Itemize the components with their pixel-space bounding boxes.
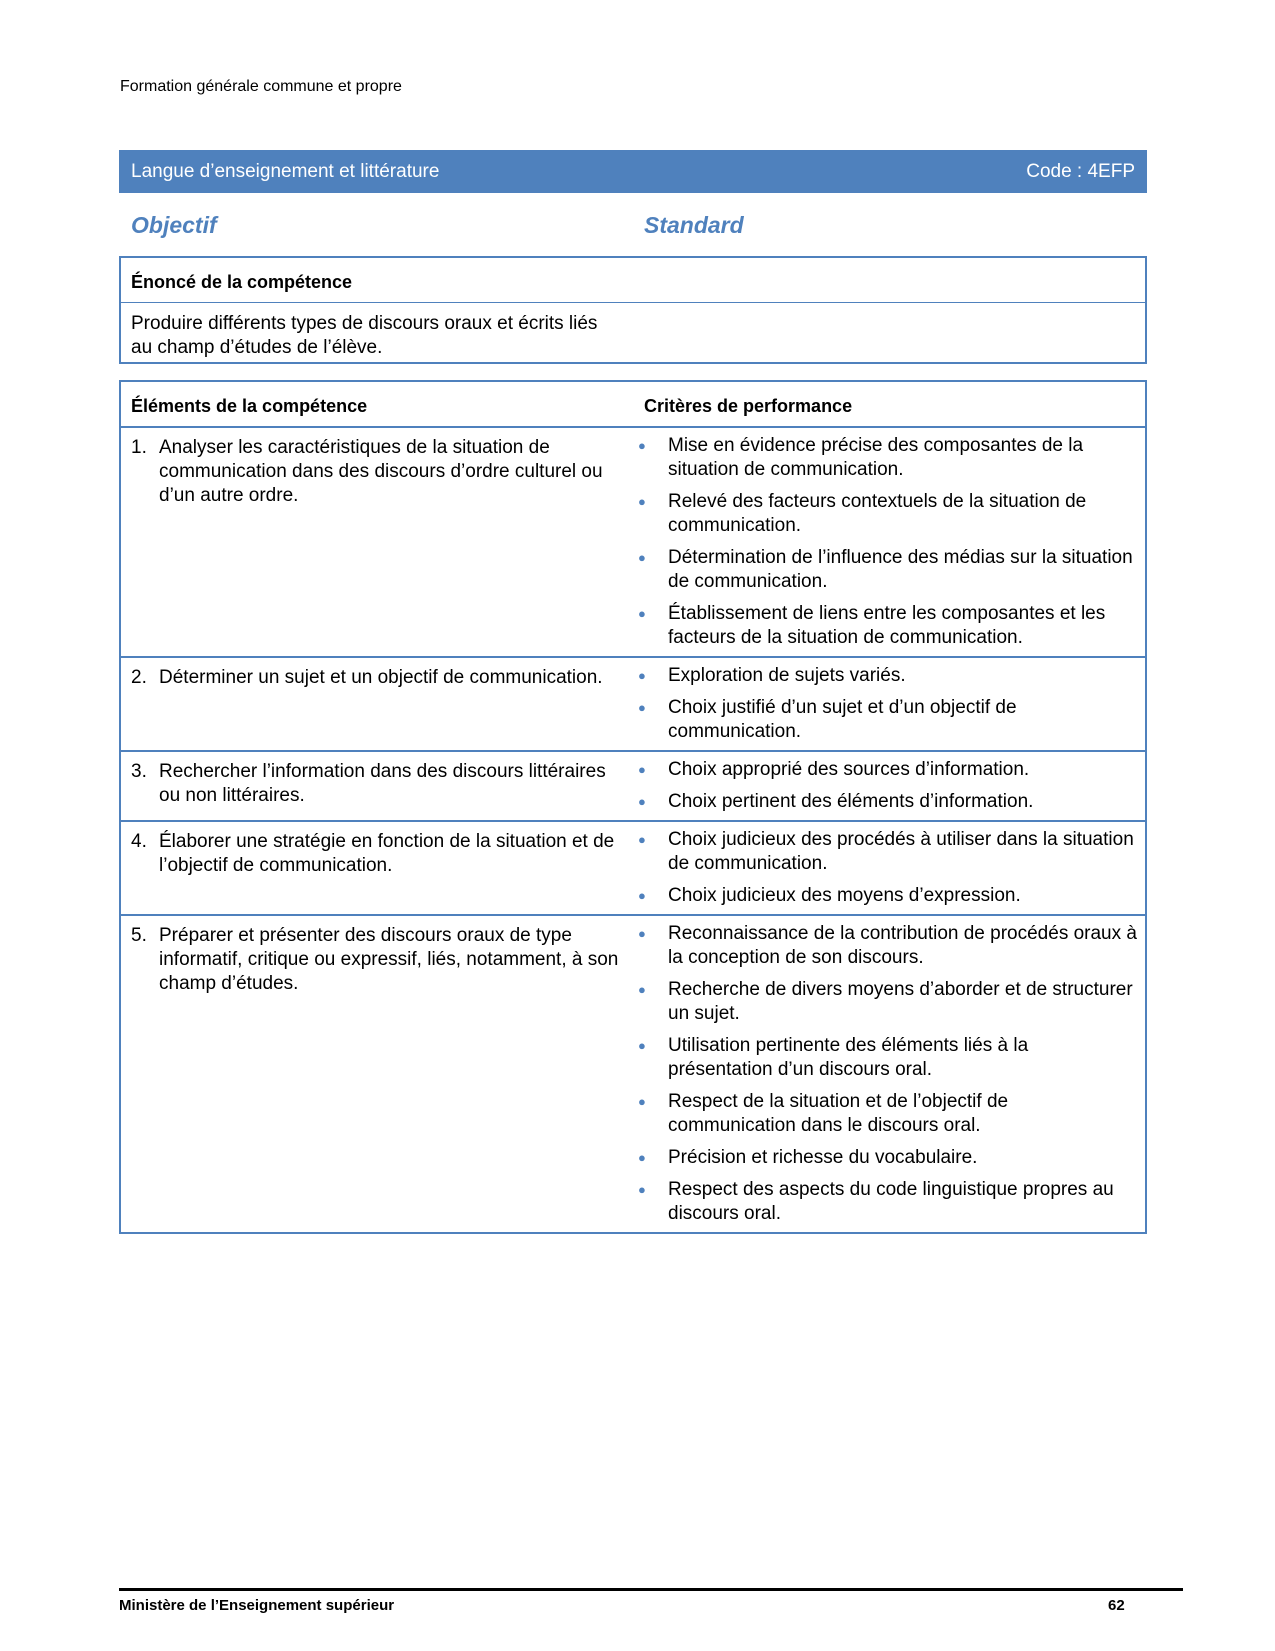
criterion-item	[634, 490, 1137, 538]
element-cell	[121, 428, 634, 656]
criterion-item	[634, 434, 1137, 482]
criterion-item	[634, 696, 1137, 744]
element-item	[131, 830, 634, 878]
element-number: 2.	[131, 667, 147, 688]
page-number: 62	[1108, 1597, 1125, 1614]
bullet-icon: ●	[638, 1038, 646, 1053]
criterion-item	[634, 1034, 1137, 1082]
bullet-icon: ●	[638, 668, 646, 683]
table-row	[121, 916, 1145, 1232]
criterion-text: Choix approprié des sources d’information.	[668, 759, 1030, 780]
bullet-icon: ●	[638, 982, 646, 997]
criteria-cell	[634, 916, 1145, 1232]
course-title-bar	[119, 150, 1147, 193]
enonce-box	[119, 256, 1147, 364]
page-header: Formation générale commune et propre	[120, 78, 402, 95]
criterion-item	[634, 790, 1137, 814]
criterion-item	[634, 978, 1137, 1026]
element-text: Rechercher l’information dans des discours littéraires ou non littéraires.	[159, 761, 606, 806]
element-cell	[121, 822, 634, 914]
bullet-icon: ●	[638, 438, 646, 453]
criterion-item	[634, 664, 1137, 688]
criterion-item	[634, 758, 1137, 782]
criterion-text: Détermination de l’influence des médias sur la situation de communication.	[668, 547, 1133, 592]
column-header-criteres: Critères de performance	[644, 396, 853, 416]
criterion-item	[634, 602, 1137, 650]
bullet-icon: ●	[638, 832, 646, 847]
criteria-cell	[634, 428, 1145, 656]
course-title: Langue d’enseignement et littérature	[131, 160, 440, 182]
criterion-text: Choix pertinent des éléments d’information.	[668, 791, 1034, 812]
objectif-standard-row	[119, 208, 1147, 240]
element-cell	[121, 916, 634, 1232]
criterion-item	[634, 1178, 1137, 1226]
criterion-text: Précision et richesse du vocabulaire.	[668, 1147, 978, 1168]
table-row	[121, 752, 1145, 822]
criterion-item	[634, 884, 1137, 908]
criterion-item	[634, 546, 1137, 594]
criteria-cell	[634, 822, 1145, 914]
element-number: 5.	[131, 925, 147, 946]
criterion-item	[634, 828, 1137, 876]
table-header	[121, 382, 1145, 428]
element-item	[131, 924, 634, 996]
criterion-text: Mise en évidence précise des composantes de la situation de communication.	[668, 435, 1084, 480]
element-text: Préparer et présenter des discours oraux de type informatif, critique ou expressif, liés, notamment, à son champ d’études.	[159, 925, 619, 994]
element-number: 4.	[131, 831, 147, 852]
enonce-divider	[121, 302, 1145, 303]
bullet-icon: ●	[638, 888, 646, 903]
element-text: Déterminer un sujet et un objectif de communication.	[159, 667, 603, 688]
bullet-icon: ●	[638, 1182, 646, 1197]
footer-ministry: Ministère de l’Enseignement supérieur	[119, 1597, 395, 1614]
footer-divider	[119, 1588, 1183, 1591]
bullet-icon: ●	[638, 700, 646, 715]
standard-label: Standard	[644, 212, 744, 238]
objectif-label: Objectif	[131, 212, 217, 238]
criterion-text: Choix justifié d’un sujet et d’un objectif de communication.	[668, 697, 1017, 742]
enonce-title: Énoncé de la compétence	[131, 272, 353, 292]
element-item	[131, 760, 634, 808]
bullet-icon: ●	[638, 1094, 646, 1109]
column-header-elements: Éléments de la compétence	[131, 396, 368, 416]
bullet-icon: ●	[638, 494, 646, 509]
element-cell	[121, 658, 634, 750]
table-row	[121, 822, 1145, 916]
element-number: 1.	[131, 437, 147, 458]
criterion-item	[634, 922, 1137, 970]
bullet-icon: ●	[638, 606, 646, 621]
criterion-text: Utilisation pertinente des éléments liés à la présentation d’un discours oral.	[668, 1035, 1029, 1080]
criterion-item	[634, 1146, 1137, 1170]
criterion-text: Reconnaissance de la contribution de procédés oraux à la conception de son discours.	[668, 923, 1137, 968]
element-text: Analyser les caractéristiques de la situation de communication dans des discours d’ordre culturel ou d’un autre ordre.	[159, 437, 603, 506]
criterion-text: Choix judicieux des moyens d’expression.	[668, 885, 1021, 906]
bullet-icon: ●	[638, 794, 646, 809]
element-text: Élaborer une stratégie en fonction de la situation et de l’objectif de communication.	[159, 831, 615, 876]
element-number: 3.	[131, 761, 147, 782]
criterion-text: Recherche de divers moyens d’aborder et de structurer un sujet.	[668, 979, 1133, 1024]
bullet-icon: ●	[638, 762, 646, 777]
bullet-icon: ●	[638, 926, 646, 941]
criterion-text: Respect des aspects du code linguistique propres au discours oral.	[668, 1179, 1114, 1224]
criterion-text: Relevé des facteurs contextuels de la situation de communication.	[668, 491, 1087, 536]
criteria-cell	[634, 658, 1145, 750]
element-item	[131, 666, 634, 690]
bullet-icon: ●	[638, 550, 646, 565]
course-code: Code : 4EFP	[1026, 160, 1135, 182]
criterion-text: Respect de la situation et de l’objectif de communication dans le discours oral.	[668, 1091, 1009, 1136]
criteria-cell	[634, 752, 1145, 820]
criterion-text: Établissement de liens entre les composantes et les facteurs de la situation de communication.	[668, 603, 1106, 648]
competence-table	[119, 380, 1147, 1234]
table-row	[121, 658, 1145, 752]
table-body	[121, 428, 1145, 1232]
element-cell	[121, 752, 634, 820]
criterion-text: Exploration de sujets variés.	[668, 665, 906, 686]
enonce-text: Produire différents types de discours oraux et écrits liés au champ d’études de l’élève.	[131, 313, 598, 358]
bullet-icon: ●	[638, 1150, 646, 1165]
table-row	[121, 428, 1145, 658]
criterion-item	[634, 1090, 1137, 1138]
criterion-text: Choix judicieux des procédés à utiliser dans la situation de communication.	[668, 829, 1134, 874]
element-item	[131, 436, 634, 508]
